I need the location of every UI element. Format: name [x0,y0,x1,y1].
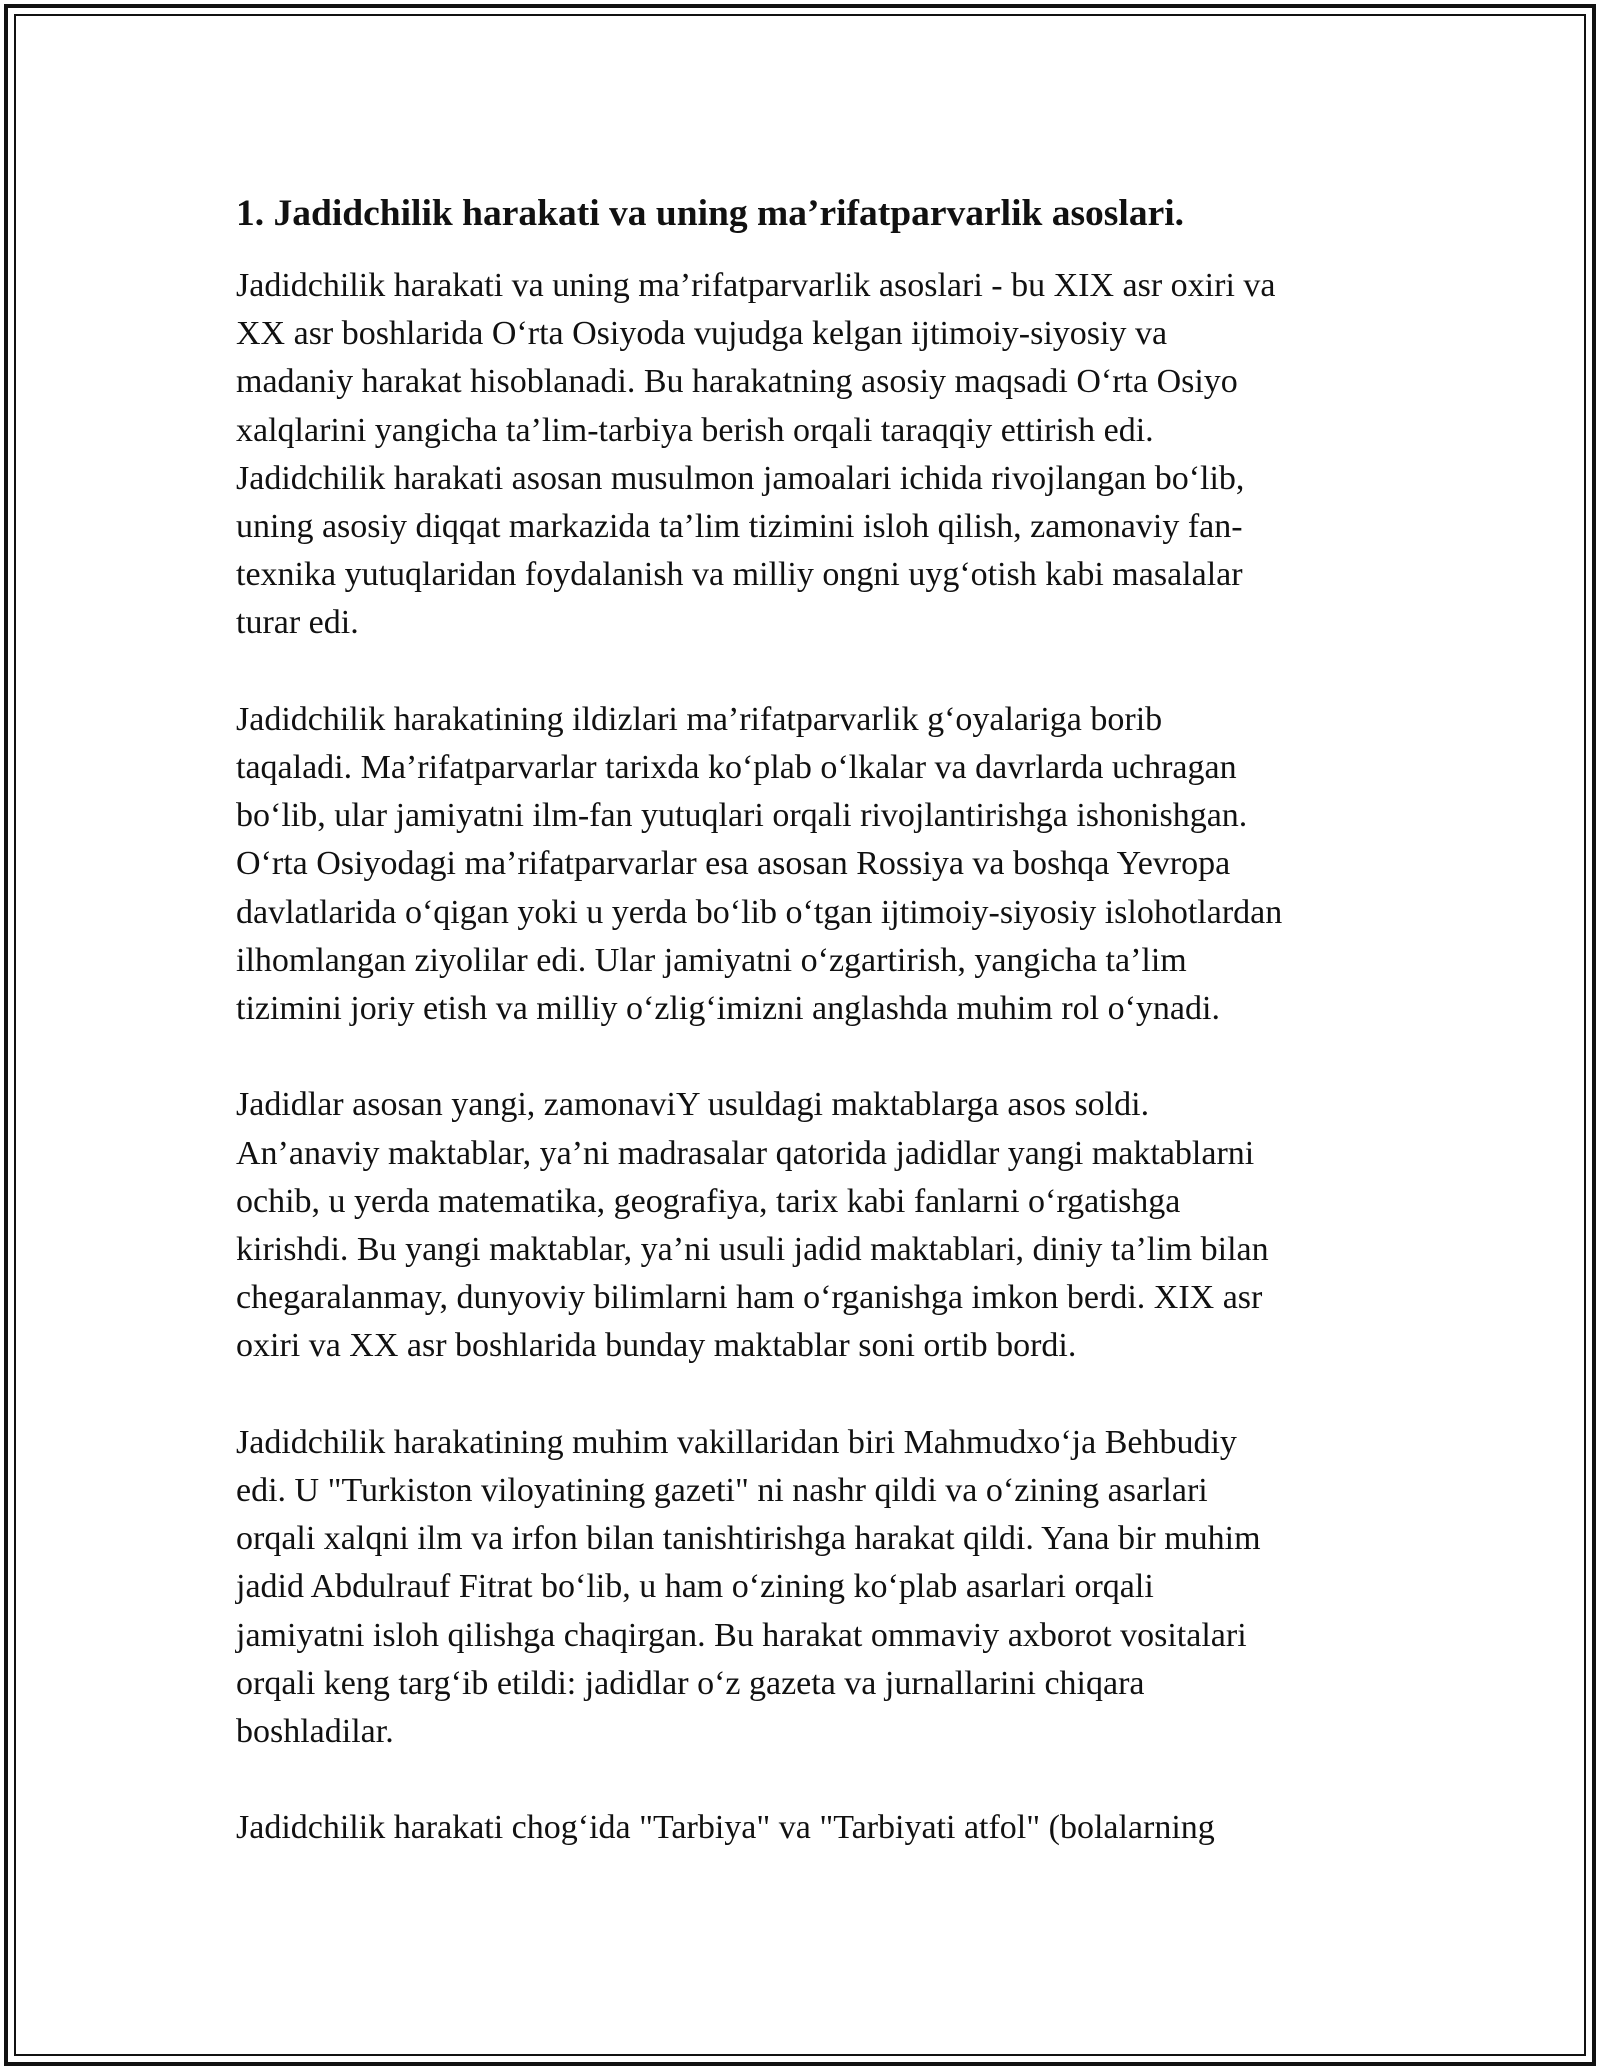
text-line: taqaladi. Ma’rifatparvarlar tarixda ko‘plab o‘lkalar va davrlarda uchragan [236,749,1237,787]
paragraph [236,1081,1376,1370]
text-line: uning asosiy diqqat markazida ta’lim tizimini isloh qilish, zamonaviy fan- [236,508,1243,546]
text-line: chegaralanmay, dunyoviy bilimlarni ham o‘rganishga imkon berdi. XIX asr [236,1279,1263,1317]
text-line: Jadidchilik harakatining ildizlari ma’rifatparvarlik g‘oyalariga borib [236,700,1163,738]
paragraph-spacer [236,1033,1376,1081]
text-line: An’anaviy maktablar, ya’ni madrasalar qatorida jadidlar yangi maktablarni [236,1134,1255,1172]
text-line: turar edi. [236,604,359,642]
text-line: Jadidlar asosan yangi, zamonaviY usuldagi maktablarga asos soldi. [236,1086,1150,1124]
text-line: ochib, u yerda matematika, geografiya, tarix kabi fanlarni o‘rgatishga [236,1182,1181,1220]
text-line: kirishdi. Bu yangi maktablar, ya’ni usuli jadid maktablari, diniy ta’lim bilan [236,1231,1269,1269]
text-line: texnika yutuqlaridan foydalanish va milliy ongni uyg‘otish kabi masalalar [236,556,1243,594]
document-body [236,186,1376,1853]
text-line: bo‘lib, ular jamiyatni ilm-fan yutuqlari orqali rivojlantirishga ishonishgan. [236,797,1248,835]
text-line: orqali xalqni ilm va irfon bilan tanishtirishga harakat qildi. Yana bir muhim [236,1520,1261,1558]
paragraph [236,696,1376,1033]
paragraph-spacer [236,1756,1376,1804]
text-line: madaniy harakat hisoblanadi. Bu harakatning asosiy maqsadi O‘rta Osiyo [236,363,1238,401]
section-heading: 1. Jadidchilik harakati va uning ma’rifatparvarlik asoslari. [236,193,1185,234]
text-line: edi. U "Turkiston viloyatining gazeti" ni nashr qildi va o‘zining asarlari [236,1472,1208,1510]
paragraph [236,262,1376,648]
text-line: orqali keng targ‘ib etildi: jadidlar o‘z gazeta va jurnallarini chiqara [236,1664,1145,1702]
paragraph [236,1804,1376,1852]
text-line: oxiri va XX asr boshlarida bunday maktablar soni ortib bordi. [236,1327,1077,1365]
text-line: jadid Abdulrauf Fitrat bo‘lib, u ham o‘zining ko‘plab asarlari orqali [236,1568,1154,1606]
text-line: Jadidchilik harakati chog‘ida "Tarbiya" va "Tarbiyati atfol" (bolalarning [236,1809,1215,1847]
text-line: xalqlarini yangicha ta’lim-tarbiya berish orqali taraqqiy ettirish edi. [236,411,1154,449]
text-line: davlatlarida o‘qigan yoki u yerda bo‘lib o‘tgan ijtimoiy-siyosiy islohotlardan [236,893,1283,931]
text-line: ilhomlangan ziyolilar edi. Ular jamiyatni o‘zgartirish, yangicha ta’lim [236,941,1187,979]
text-line: Jadidchilik harakati va uning ma’rifatparvarlik asoslari - bu XIX asr oxiri va [236,267,1276,304]
paragraph-spacer [236,1371,1376,1419]
text-line: XX asr boshlarida O‘rta Osiyoda vujudga kelgan ijtimoiy-siyosiy va [236,315,1168,353]
text-line: O‘rta Osiyodagi ma’rifatparvarlar esa asosan Rossiya va boshqa Yevropa [236,845,1231,883]
text-line: tizimini joriy etish va milliy o‘zlig‘imizni anglashda muhim rol o‘ynadi. [236,990,1220,1028]
text-line: jamiyatni isloh qilishga chaqirgan. Bu harakat ommaviy axborot vositalari [236,1616,1247,1654]
paragraph-list [236,262,1376,1853]
paragraph-spacer [236,648,1376,696]
text-line: boshladilar. [236,1713,394,1751]
text-line: Jadidchilik harakati asosan musulmon jamoalari ichida rivojlangan bo‘lib, [236,459,1245,497]
text-line: Jadidchilik harakatining muhim vakillaridan biri Mahmudxo‘ja Behbudiy [236,1423,1237,1461]
paragraph [236,1419,1376,1756]
